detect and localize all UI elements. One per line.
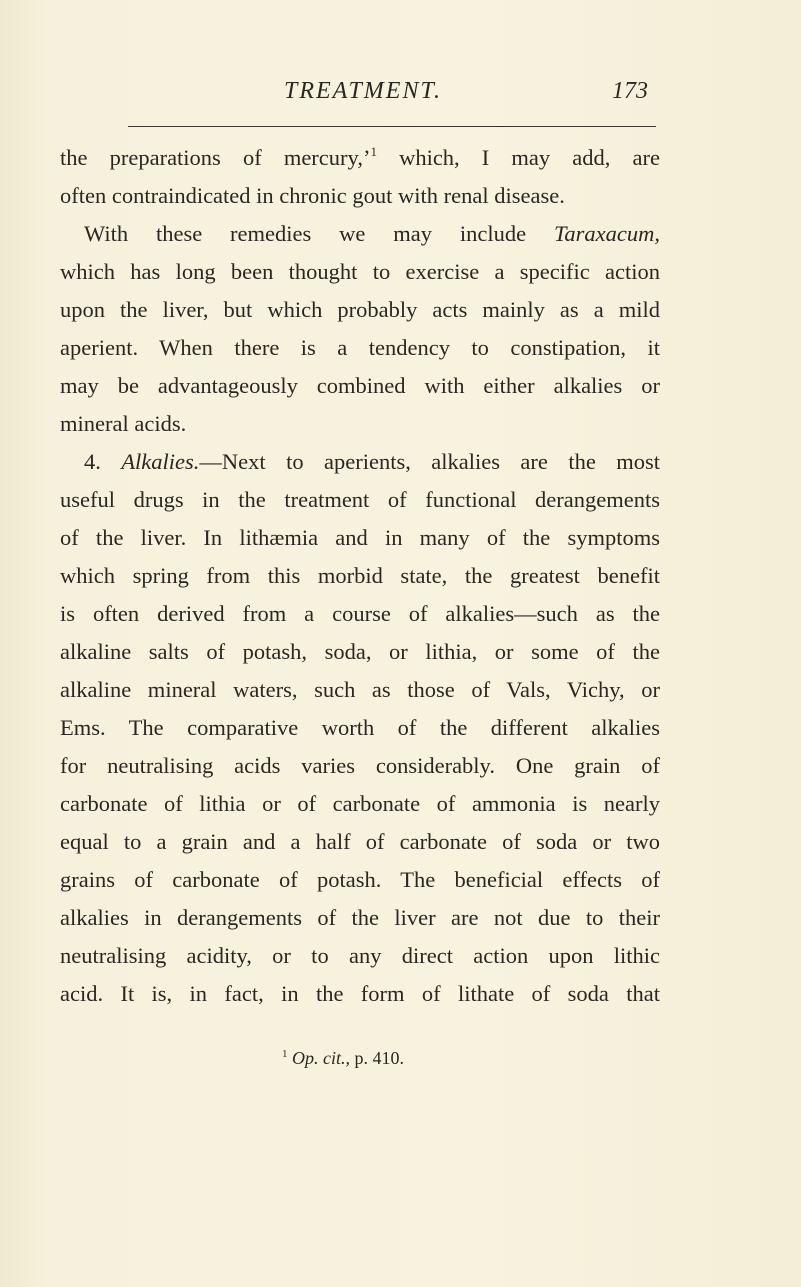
text-line: which spring from this morbid state, the greatest benefit xyxy=(60,563,660,588)
text-line: may be advantageously combined with either alkalies or xyxy=(60,373,660,398)
running-head xyxy=(0,78,801,112)
header-rule xyxy=(128,126,656,127)
body-text xyxy=(60,139,660,1013)
italic-term: Taraxacum, xyxy=(553,221,660,246)
text-line: equal to a grain and a half of carbonate of soda or two xyxy=(60,829,660,854)
text-line: mineral acids. xyxy=(60,411,187,436)
text-line: alkalies in derangements of the liver are not due to their xyxy=(60,905,660,930)
footnote: $^1$ Op. cit., p. 410. xyxy=(282,1048,404,1068)
text-line: of the liver. In lithæmia and in many of the symptoms xyxy=(60,525,660,550)
text-line: useful drugs in the treatment of functional derangements xyxy=(60,487,660,512)
text-line: the preparations of mercury,’$^1$ which, I may add, are xyxy=(60,144,660,170)
text-line: upon the liver, but which probably acts mainly as a mild xyxy=(60,297,660,322)
text-line: alkaline mineral waters, such as those of Vals, Vichy, or xyxy=(60,677,660,702)
text-line: for neutralising acids varies considerably. One grain of xyxy=(60,753,660,778)
footnote-marker: 1 xyxy=(370,144,377,159)
text-line: acid. It is, in fact, in the form of lithate of soda that xyxy=(60,981,660,1006)
text-line: carbonate of lithia or of carbonate of ammonia is nearly xyxy=(60,791,660,816)
text-line: is often derived from a course of alkalies—such as the xyxy=(60,601,660,626)
footnote-number: 1 xyxy=(282,1048,288,1060)
text-line: which has long been thought to exercise a specific action xyxy=(60,259,660,284)
footnote-citation: Op. cit., xyxy=(292,1048,350,1068)
text-line: 4. Alkalies.—Next to aperients, alkalies are the most xyxy=(84,449,660,474)
text-line: alkaline salts of potash, soda, or lithia, or some of the xyxy=(60,639,660,664)
text-line: neutralising acidity, or to any direct action upon lithic xyxy=(60,943,660,968)
text-line: often contraindicated in chronic gout with renal disease. xyxy=(60,183,565,208)
text-line: With these remedies we may include Taraxacum, xyxy=(84,221,660,246)
text-line: aperient. When there is a tendency to constipation, it xyxy=(60,335,660,360)
text-line: Ems. The comparative worth of the different alkalies xyxy=(60,715,660,740)
page-number: 173 xyxy=(612,78,648,104)
section-heading: Alkalies. xyxy=(121,449,200,474)
running-title: TREATMENT. xyxy=(284,78,443,104)
text-line: grains of carbonate of potash. The beneficial effects of xyxy=(60,867,660,892)
